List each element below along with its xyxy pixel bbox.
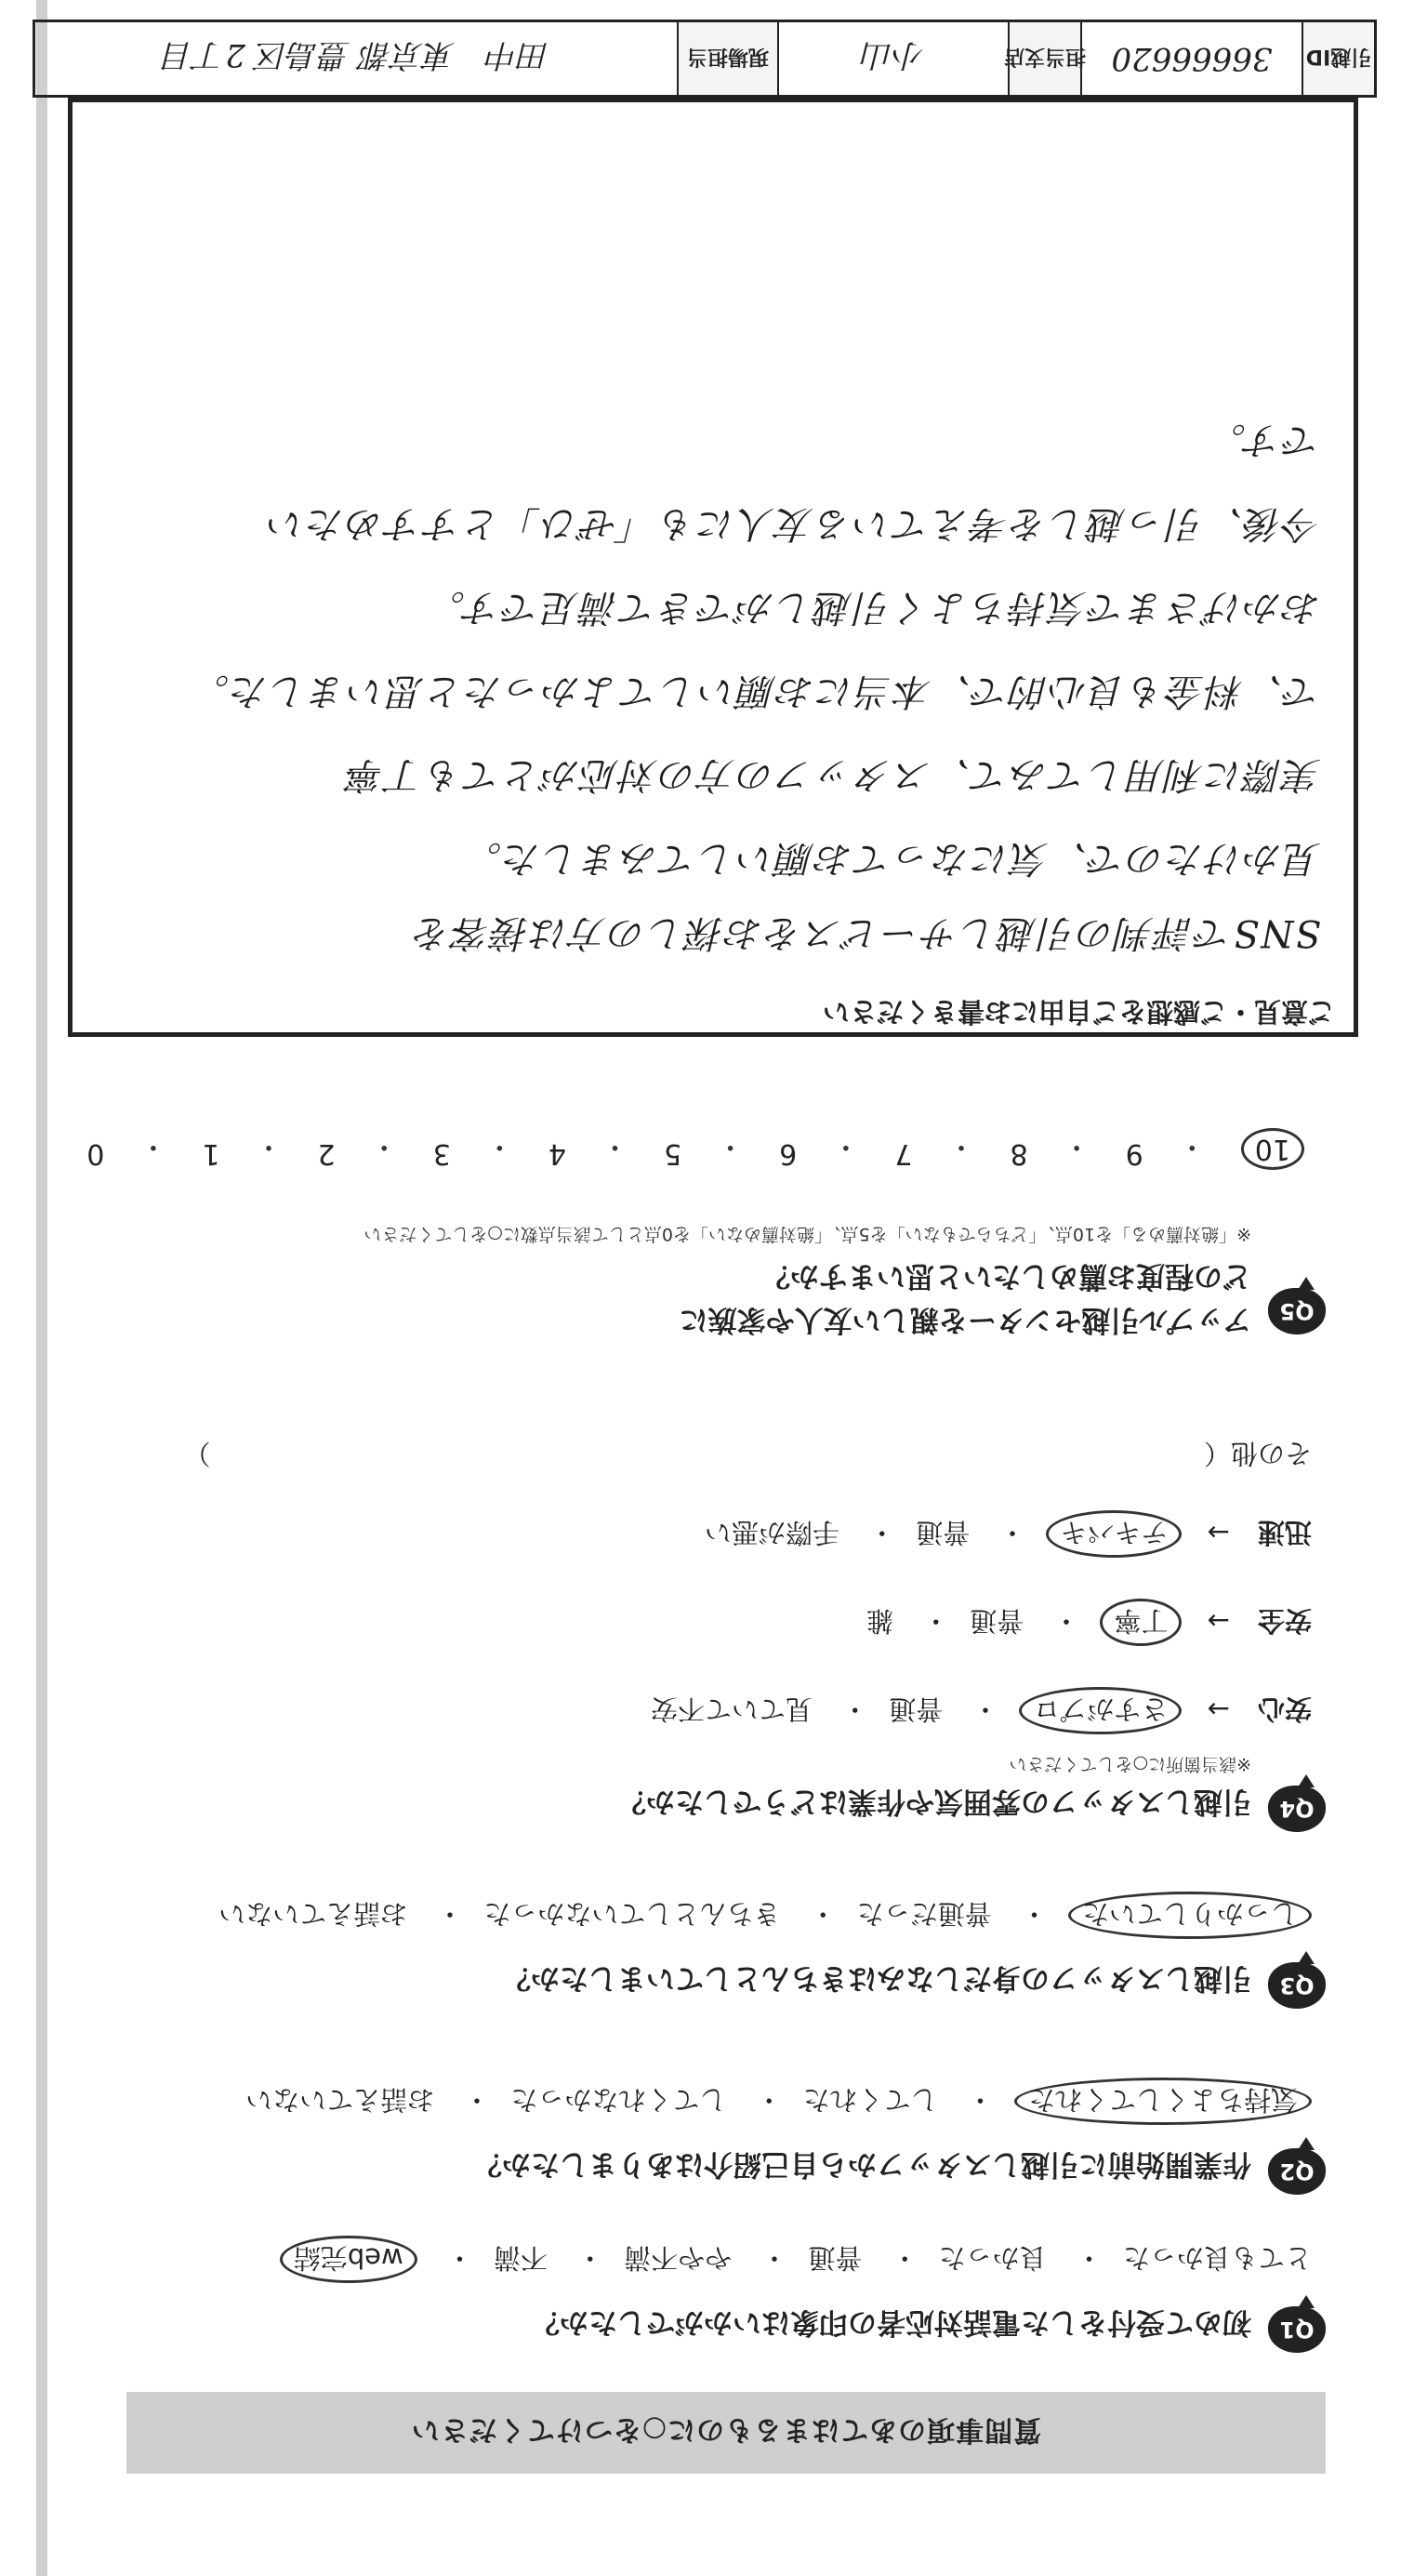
q3-option-selected[interactable]: しっかりしていた <box>1068 1892 1312 1939</box>
q4-option-selected[interactable]: さすがプロ <box>1019 1687 1182 1734</box>
q5-score[interactable]: 4 <box>548 1137 566 1170</box>
instruction-banner: 質問事項のあてはまるものに○をつけてください <box>126 2392 1326 2474</box>
q2-badge: Q2 <box>1268 2148 1326 2195</box>
q4-other-close: ） <box>183 1438 211 1469</box>
q1-question: 初めて受付をした電話対応者の印象はいかがでしたか？ <box>531 2305 1251 2339</box>
comment-line: 実際に利用してみて、スタッフの方の対応がとても丁寧 <box>345 753 1321 796</box>
q5-score[interactable]: 2 <box>317 1137 336 1170</box>
form-header <box>33 20 1377 98</box>
comment-line: おかげさまで気持ちよく引越しができて満足です。 <box>426 586 1321 629</box>
q4-option-selected[interactable]: 丁寧 <box>1100 1599 1182 1646</box>
staff-label: 現場担当 <box>677 22 777 95</box>
q5-score[interactable]: 5 <box>664 1137 682 1170</box>
q3-badge: Q3 <box>1268 1962 1326 2009</box>
q2-option[interactable]: してくれなかった <box>510 2084 727 2116</box>
q1-badge: Q1 <box>1268 2306 1326 2353</box>
q1-option[interactable]: 普通 <box>808 2242 863 2274</box>
q4-row-label: 安全 <box>1257 1605 1312 1637</box>
branch-value: 小山 <box>777 22 1008 95</box>
q5-score[interactable]: 0 <box>86 1137 105 1170</box>
q1-option[interactable]: 不満 <box>493 2242 548 2274</box>
q5-score[interactable]: 7 <box>894 1137 913 1170</box>
q2-question: 作業開始前に引越しスタッフから自己紹介はありましたか？ <box>473 2147 1251 2181</box>
q1-option[interactable]: とても良かった <box>1122 2242 1312 2274</box>
q5-scale: 10 ・ 9 ・ 8 ・ 7 ・ 6 ・ 5 ・ 4 ・ 3 ・ 2 ・ 1 ・ 0 <box>86 1128 1304 1170</box>
q3-option[interactable]: きちんとしていなかった <box>483 1898 781 1930</box>
q4-note: ※該当箇所に○をしてください <box>1009 1754 1251 1774</box>
q3-option[interactable]: お話えていない <box>218 1898 408 1930</box>
comment-line: 今後、引っ越しを考えている友人にも「ぜひ」とすすめたい <box>266 502 1321 545</box>
q1-option[interactable]: 良かった <box>938 2242 1047 2274</box>
q3-question: 引越しスタッフの身だしなみはきちんとしていましたか？ <box>502 1961 1251 1995</box>
q3-option[interactable]: 普通だった <box>856 1898 992 1930</box>
comment-line: です。 <box>1207 418 1321 461</box>
q1-option[interactable]: やや不満 <box>624 2242 733 2274</box>
q5-score[interactable]: 9 <box>1125 1137 1143 1170</box>
q4-option[interactable]: 手際が悪い <box>704 1517 839 1548</box>
comment-box[interactable] <box>68 98 1358 1037</box>
branch-label: 担当支店 <box>1008 22 1080 95</box>
q5-score-selected[interactable]: 10 <box>1241 1128 1304 1170</box>
comment-title: ご意見・ご感想をご自由にお書きください <box>822 996 1335 1028</box>
q4-row-label: 安心 <box>1257 1693 1312 1725</box>
q5-score[interactable]: 1 <box>202 1137 220 1170</box>
q2-option-selected[interactable]: 気持ちよくしてくれた <box>1014 2078 1312 2125</box>
q4-option[interactable]: 普通 <box>970 1605 1024 1637</box>
q5-badge: Q5 <box>1268 1288 1326 1334</box>
q5-question-line1: アップル引越センターを親しい友人や家族に <box>679 1303 1251 1336</box>
q2-option[interactable]: お話えていない <box>245 2084 435 2116</box>
q4-option-selected[interactable]: テキパキ <box>1046 1510 1182 1558</box>
q1-option-selected[interactable]: web完結 <box>280 2236 417 2283</box>
q4-badge: Q4 <box>1268 1786 1326 1832</box>
comment-line: で、料金も良心的で、本当にお願いしてよかったと思いました。 <box>190 670 1321 712</box>
comment-line: SNSで評判の引越しサービスをお探しの方は接客を <box>412 911 1321 954</box>
q5-note: ※「絶対薦める」を10点、「どちらでもない」を5点、「絶対薦めない」を0点として該当点数に○をしてください <box>363 1224 1251 1244</box>
q5-score[interactable]: 3 <box>432 1137 451 1170</box>
q5-score[interactable]: 6 <box>779 1137 798 1170</box>
q5-score[interactable]: 8 <box>1010 1137 1028 1170</box>
q4-other <box>122 1436 1312 1474</box>
q4-other-label: その他（ <box>1203 1438 1312 1469</box>
address-value: 田中 東京都 豊島区 2丁目 <box>162 36 550 74</box>
scan-edge <box>36 0 47 2576</box>
q4-option[interactable]: 普通 <box>916 1517 971 1548</box>
comment-line: 見かけたので、気になってお願いしてみました。 <box>462 837 1321 880</box>
q4-option[interactable]: 雑 <box>866 1605 893 1637</box>
q2-options: 気持ちよくしてくれた・ してくれた・ してくれなかった・ お話えていない <box>245 2078 1312 2125</box>
q1-options: とても良かった・ 良かった・ 普通・ やや不満・ 不満・ web完結 <box>280 2236 1312 2283</box>
q4-option[interactable]: 普通 <box>889 1693 944 1725</box>
id-label: 引越ID <box>1302 22 1374 95</box>
q4-row-label: 迅速 <box>1257 1517 1312 1548</box>
q5-question-line2: どの程度お薦めしたいと思いますか？ <box>761 1259 1251 1293</box>
id-value: 36666620 <box>1080 22 1302 95</box>
q3-options: しっかりしていた・ 普通だった・ きちんとしていなかった・ お話えていない <box>218 1892 1312 1939</box>
q2-option[interactable]: してくれた <box>802 2084 938 2116</box>
q4-question: 引越しスタッフの雰囲気や作業はどうでしたか？ <box>617 1785 1251 1818</box>
q4-row-jinsoku: 迅速→ テキパキ・ 普通・ 手際が悪い <box>705 1510 1312 1558</box>
q4-row-anzen: 安全→ 丁寧・ 普通・ 雑 <box>866 1599 1312 1646</box>
q4-option[interactable]: 見ていて不安 <box>650 1693 813 1725</box>
q4-row-anshin: 安心→ さすがプロ・ 普通・ 見ていて不安 <box>651 1687 1312 1734</box>
